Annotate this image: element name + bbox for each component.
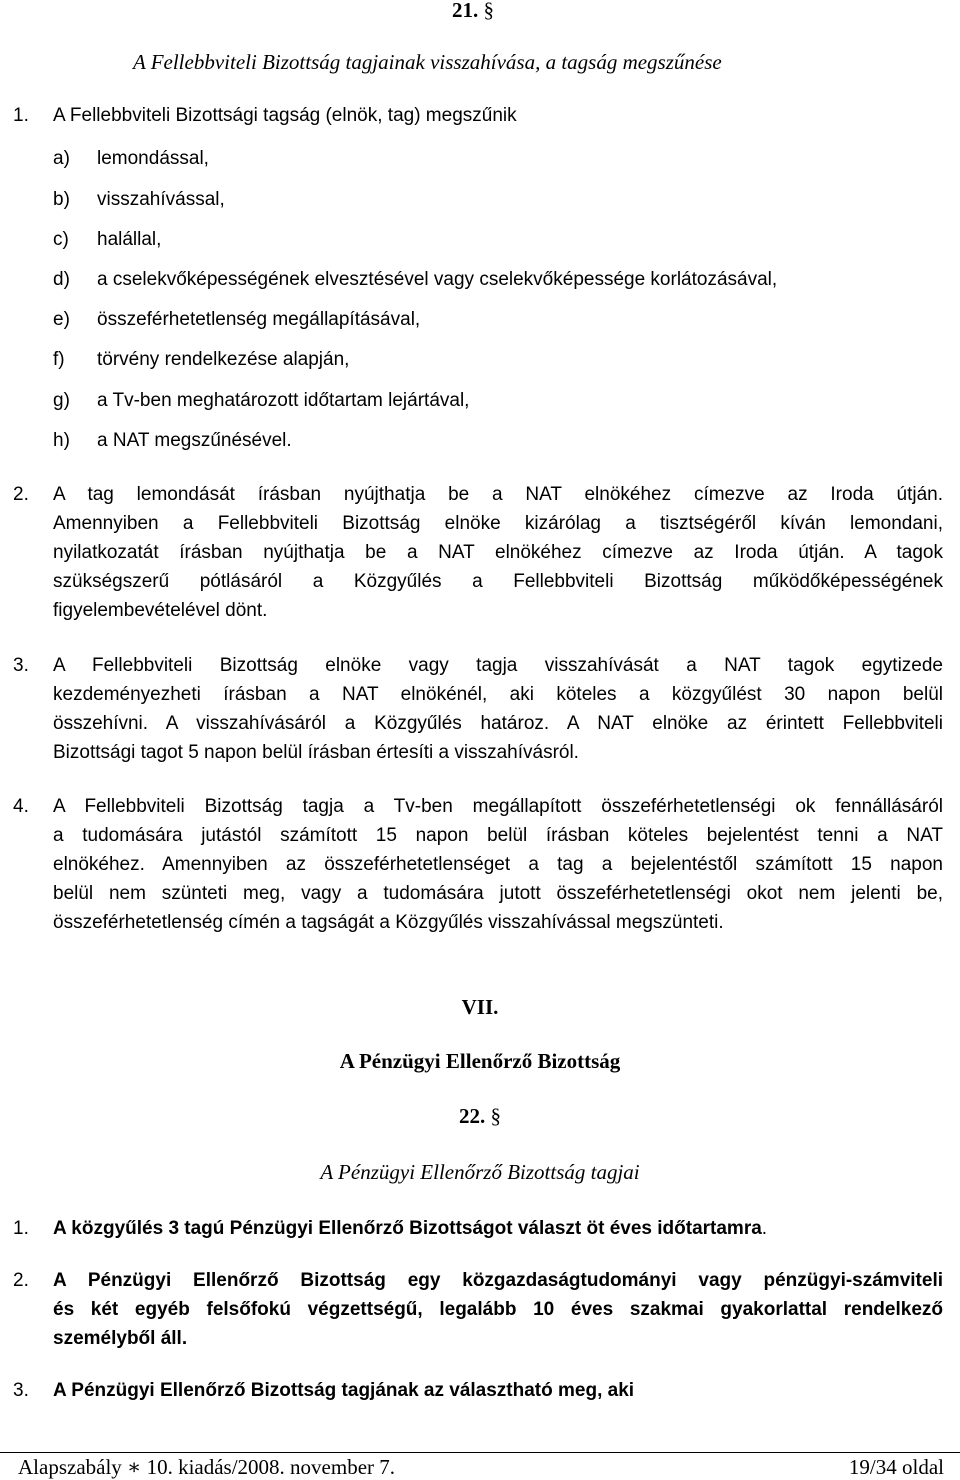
paragraph-line: szükségszerű pótlásáról a Közgyűlés a Fellebbviteli Bizottság működőképességének <box>53 571 943 592</box>
paragraph-line: és két egyéb felsőfokú végzettségű, legalább 10 éves szakmai gyakorlattal rendelkező <box>53 1299 943 1320</box>
chapter-title: A Pénzügyi Ellenőrző Bizottság <box>339 1049 621 1073</box>
paragraph-line: kezdeményezheti írásban a NAT elnökénél, aki köteles a közgyűlést 30 napon belül <box>53 684 943 705</box>
star-icon: ∗ <box>127 1455 142 1479</box>
footer-left: Alapszabály ∗ 10. kiadás/2008. november 7. <box>18 1455 396 1479</box>
chapter-number: VII. <box>461 995 499 1019</box>
section-22-title: A Pénzügyi Ellenőrző Bizottság tagjai <box>320 1160 640 1184</box>
page-number: 19/34 oldal <box>848 1455 944 1479</box>
section-21-number: 21. § <box>452 0 494 22</box>
paragraph-line: személyből áll. <box>53 1328 188 1349</box>
paragraph-text: A Pénzügyi Ellenőrző Bizottság tagjának az választható meg, aki <box>53 1380 635 1401</box>
paragraph-text: A közgyűlés 3 tagú Pénzügyi Ellenőrző Bizottságot választ öt éves időtartamra. <box>53 1218 768 1239</box>
paragraph-line: A Fellebbviteli Bizottság tagja a Tv-ben megállapított összeférhetetlenségi ok fennállásáról <box>53 796 943 817</box>
paragraph-line: figyelembevételével dönt. <box>53 600 268 621</box>
paragraph-line: összehívni. A visszahívásáról a Közgyűlés határoz. A NAT elnöke az érintett Fellebbviteli <box>53 713 943 734</box>
paragraph-text: A Fellebbviteli Bizottsági tagság (elnök, tag) megszűnik <box>53 105 517 126</box>
paragraph-line: belül nem szünteti meg, vagy a tudomására jutott összeférhetetlenségi okot nem jelenti be, <box>53 883 943 904</box>
paragraph-line: A Pénzügyi Ellenőrző Bizottság egy közgazdaságtudományi vagy pénzügyi-számviteli <box>53 1270 943 1291</box>
paragraph-line: Bizottsági tagot 5 napon belül írásban értesíti a visszahívásról. <box>53 742 579 763</box>
paragraph-line: összeférhetetlenség címén a tagságát a Közgyűlés visszahívással megszünteti. <box>53 912 724 933</box>
paragraph-number: 2. <box>13 484 29 505</box>
paragraph-line: A Fellebbviteli Bizottság elnöke vagy tagja visszahívását a NAT tagok egytizede <box>53 655 943 676</box>
paragraph-number: 1. <box>13 1218 29 1239</box>
paragraph-number: 3. <box>13 1380 29 1401</box>
section-symbol: § <box>483 0 494 22</box>
section-symbol: § <box>490 1104 501 1128</box>
paragraph-number: 1. <box>13 105 29 126</box>
paragraph-line: elnökéhez. Amennyiben az összeférhetetlenséget a tag a bejelentéstől számított 15 napon <box>53 854 943 875</box>
paragraph-number: 4. <box>13 796 29 817</box>
section-22-number: 22. § <box>459 1104 501 1128</box>
paragraph-line: a tudomására jutástól számított 15 napon belül írásban köteles bejelentést tenni a NAT <box>53 825 943 846</box>
paragraph-line: Amennyiben a Fellebbviteli Bizottság elnöke kizárólag a tisztségéről kíván lemondani, <box>53 513 943 534</box>
section-21-title: A Fellebbviteli Bizottság tagjainak visszahívása, a tagság megszűnése <box>133 50 722 74</box>
footer-divider <box>0 1452 960 1453</box>
paragraph-number: 2. <box>13 1270 29 1291</box>
paragraph-line: nyilatkozatát írásban nyújthatja be a NAT elnökéhez címezve az Iroda útján. A tagok <box>53 542 943 563</box>
paragraph-line: A tag lemondását írásban nyújthatja be a NAT elnökéhez címezve az Iroda útján. <box>53 484 943 505</box>
paragraph-number: 3. <box>13 655 29 676</box>
